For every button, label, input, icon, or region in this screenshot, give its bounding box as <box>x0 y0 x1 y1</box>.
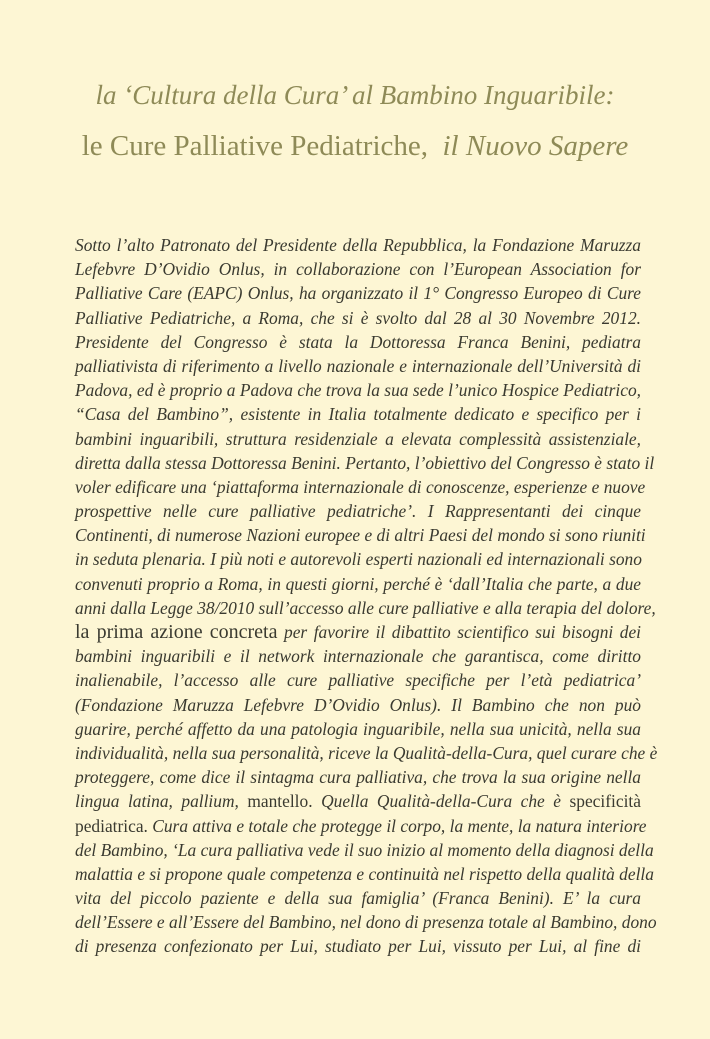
body-line: proteggere, come dice il sintagma cura palliativa, che trova la sua origine nella <box>75 767 641 788</box>
title-line-2-upright: le Cure Palliative Pediatriche, <box>81 130 428 162</box>
body-line: bambini inguaribili, struttura residenziale a elevata complessità assistenziale, <box>75 428 641 449</box>
body-line <box>75 814 647 838</box>
title-line-2-italic: il Nuovo Sapere <box>442 130 629 162</box>
body-line: Presidente del Congresso è stata la Dottoressa Franca Benini, pediatra <box>75 331 641 352</box>
body-line-part: Quella Qualità-della-Cura che è <box>321 791 561 812</box>
body-line: guarire, perché affetto da una patologia inguaribile, nella sua unicità, nella sua <box>75 718 641 739</box>
body-line-rest: per favorire il dibattito scientifico sui bisogni dei <box>284 622 641 642</box>
body-line: Padova, ed è proprio a Padova che trova la sua sede l’unico Hospice Pediatrico, <box>75 380 641 401</box>
body-line: dell’Essere e all’Essere del Bambino, nel dono di presenza totale al Bambino, dono <box>75 912 657 933</box>
body-line-upright: specificità <box>569 791 641 812</box>
body-line <box>75 789 641 813</box>
body-line: del Bambino, ‘La cura palliativa vede il suo inizio al momento della diagnosi della <box>75 839 654 860</box>
body-line: Continenti, di numerose Nazioni europee e di altri Paesi del mondo si sono riuniti <box>75 525 646 546</box>
body-line-upright: pediatrica. <box>75 815 148 836</box>
body-line: “Casa del Bambino”, esistente in Italia totalmente dedicato e specifico per i <box>75 404 641 425</box>
body-line: prospettive nelle cure palliative pediatriche’. I Rappresentanti dei cinque <box>75 501 641 522</box>
body-line <box>75 620 641 644</box>
body-line: Lefebvre D’Ovidio Onlus, in collaborazione con l’European Association for <box>75 259 641 280</box>
body-line: Palliative Pediatriche, a Roma, che si è svolto dal 28 al 30 Novembre 2012. <box>75 307 641 328</box>
body-line: bambini inguaribili e il network internazionale che garantisca, come diritto <box>75 646 641 667</box>
emphasis-phrase: la prima azione concreta <box>75 621 278 643</box>
body-line-part: Cura attiva e totale che protegge il corpo, la mente, la natura interiore <box>152 815 647 836</box>
title-line-1: la ‘Cultura della Cura’ al Bambino Inguaribile: <box>95 80 615 110</box>
body-line: Palliative Care (EAPC) Onlus, ha organizzato il 1° Congresso Europeo di Cure <box>75 283 641 304</box>
body-line: Sotto l’alto Patronato del Presidente della Repubblica, la Fondazione Maruzza <box>75 235 641 255</box>
body-line-part: lingua latina, pallium, <box>75 791 239 812</box>
title-line-2 <box>0 130 710 163</box>
body-line: anni dalla Legge 38/2010 sull’accesso alle cure palliative e alla terapia del dolore, <box>75 597 656 618</box>
body-line: (Fondazione Maruzza Lefebvre D’Ovidio Onlus). Il Bambino che non può <box>75 694 641 715</box>
body-line: in seduta plenaria. I più noti e autorevoli esperti nazionali ed internazionali sono <box>75 549 642 570</box>
body-line: vita del piccolo paziente e della sua famiglia’ (Franca Benini). E’ la cura <box>75 888 641 909</box>
body-paragraph <box>75 233 658 959</box>
body-line-upright: mantello. <box>247 791 313 812</box>
body-line: inalienabile, l’accesso alle cure palliative specifiche per l’età pediatrica’ <box>75 670 641 691</box>
body-line: individualità, nella sua personalità, riceve la Qualità-della-Cura, quel curare che è <box>75 742 658 763</box>
body-line: palliativista di riferimento a livello nazionale e internazionale dell’Università di <box>75 355 641 376</box>
body-line: diretta dalla stessa Dottoressa Benini. Pertanto, l’obiettivo del Congresso è stato il <box>75 452 655 473</box>
body-line: convenuti proprio a Roma, in questi giorni, perché è ‘dall’Italia che parte, a due <box>75 573 641 594</box>
body-line: voler edificare una ‘piattaforma internazionale di conoscenze, esperienze e nuove <box>75 476 646 497</box>
body-line: malattia e si propone quale competenza e continuità nel rispetto della qualità della <box>75 863 654 884</box>
body-line: di presenza confezionato per Lui, studiato per Lui, vissuto per Lui, al fine di <box>75 936 641 957</box>
